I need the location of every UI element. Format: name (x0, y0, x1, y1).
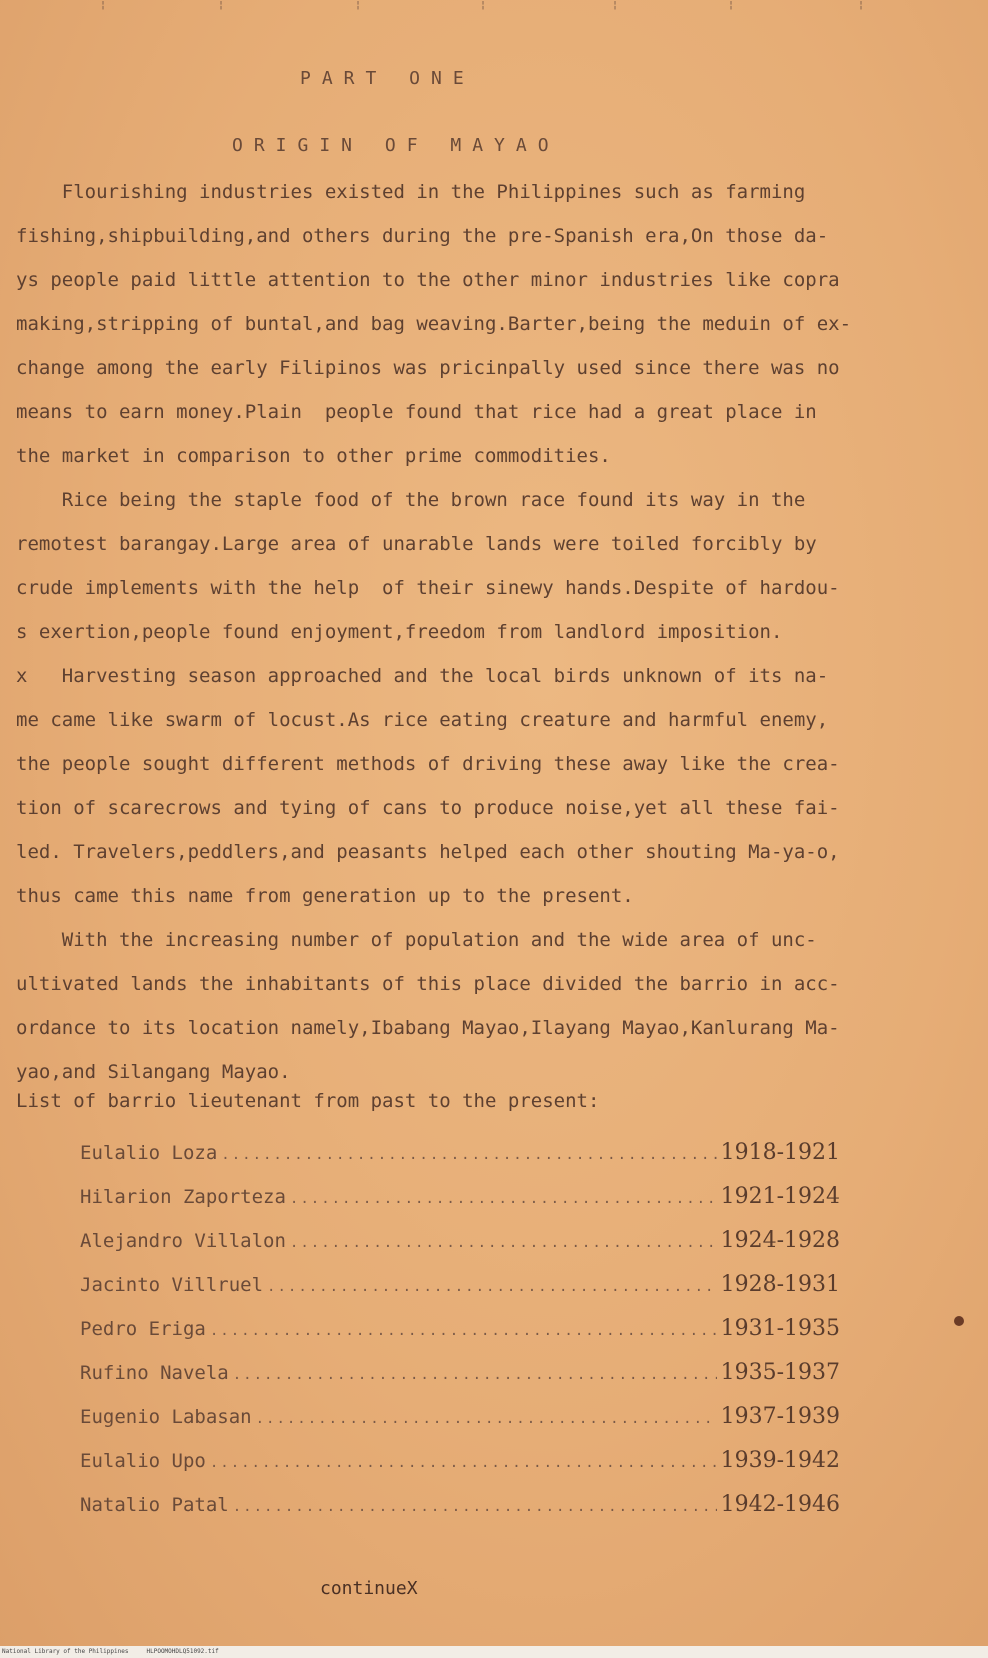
lieutenant-name: Alejandro Villalon (80, 1230, 286, 1252)
body-line: ordance to its location namely,Ibabang Mayao,Ilayang Mayao,Kanlurang Ma- (16, 1017, 840, 1039)
lieutenant-row (80, 1360, 840, 1404)
leader-dots (210, 1323, 717, 1339)
part-title: PART ONE (300, 68, 475, 89)
staple-mark: ¦ (858, 0, 865, 11)
lieutenant-row (80, 1228, 840, 1272)
lieutenant-years: 1935-1937 (720, 1360, 840, 1385)
body-line: thus came this name from generation up to the present. (16, 885, 634, 907)
lieutenant-row (80, 1448, 840, 1492)
body-line: yao,and Silangang Mayao. (16, 1061, 291, 1083)
body-text (16, 170, 966, 1094)
lieutenant-row (80, 1140, 840, 1184)
body-line: Rice being the staple food of the brown race found its way in the (16, 489, 806, 511)
body-line: crude implements with the help of their sinewy hands.Despite of hardou- (16, 577, 840, 599)
body-line: the market in comparison to other prime commodities. (16, 445, 611, 467)
body-line: remotest barangay.Large area of unarable lands were toiled forcibly by (16, 533, 817, 555)
body-line: With the increasing number of population and the wide area of unc- (16, 929, 817, 951)
body-line: making,stripping of buntal,and bag weaving.Barter,being the meduin of ex- (16, 313, 852, 335)
lieutenant-years: 1937-1939 (720, 1404, 840, 1429)
continued-label: continueX (320, 1578, 418, 1599)
leader-dots (290, 1191, 717, 1207)
lieutenant-name: Pedro Eriga (80, 1318, 206, 1340)
lieutenant-row (80, 1492, 840, 1536)
body-line: ultivated lands the inhabitants of this place divided the barrio in acc- (16, 973, 840, 995)
lieutenant-row (80, 1184, 840, 1228)
lieutenant-years: 1931-1935 (720, 1316, 840, 1341)
body-line: the people sought different methods of driving these away like the crea- (16, 753, 840, 775)
lieutenant-name: Natalio Patal (80, 1494, 229, 1516)
lieutenant-row (80, 1272, 840, 1316)
ink-blot (954, 1316, 964, 1326)
lieutenant-list (80, 1140, 840, 1536)
lieutenant-years: 1918-1921 (720, 1140, 840, 1165)
lieutenant-name: Hilarion Zaporteza (80, 1186, 286, 1208)
lieutenant-name: Jacinto Villruel (80, 1274, 264, 1296)
leader-dots (267, 1279, 717, 1295)
body-line: ys people paid little attention to the other minor industries like copra (16, 269, 840, 291)
body-line: s exertion,people found enjoyment,freedom from landlord imposition. (16, 621, 783, 643)
leader-dots (233, 1367, 717, 1383)
leader-dots (233, 1499, 717, 1515)
list-heading: List of barrio lieutenant from past to the present: (16, 1090, 600, 1112)
staple-mark: ¦ (355, 0, 362, 11)
lieutenant-name: Rufino Navela (80, 1362, 229, 1384)
leader-dots (221, 1147, 716, 1163)
lieutenant-row (80, 1404, 840, 1448)
lieutenant-name: Eulalio Loza (80, 1142, 218, 1164)
lieutenant-years: 1928-1931 (720, 1272, 840, 1297)
body-line: x Harvesting season approached and the local birds unknown of its na- (16, 665, 829, 687)
lieutenant-name: Eugenio Labasan (80, 1406, 252, 1428)
leader-dots (256, 1411, 717, 1427)
body-line: means to earn money.Plain people found that rice had a great place in (16, 401, 817, 423)
leader-dots (210, 1455, 717, 1471)
body-line: change among the early Filipinos was pricinpally used since there was no (16, 357, 840, 379)
body-line: Flourishing industries existed in the Philippines such as farming (16, 181, 806, 203)
staple-mark: ¦ (612, 0, 619, 11)
body-line: tion of scarecrows and tying of cans to produce noise,yet all these fai- (16, 797, 840, 819)
leader-dots (290, 1235, 717, 1251)
body-line: led. Travelers,peddlers,and peasants helped each other shouting Ma-ya-o, (16, 841, 840, 863)
staple-mark: ¦ (100, 0, 107, 11)
lieutenant-years: 1942-1946 (720, 1492, 840, 1517)
section-title: ORIGIN OF MAYAO (232, 135, 560, 156)
staple-mark: ¦ (480, 0, 487, 11)
body-line: me came like swarm of locust.As rice eating creature and harmful enemy, (16, 709, 829, 731)
lieutenant-row (80, 1316, 840, 1360)
body-line: fishing,shipbuilding,and others during the pre-Spanish era,On those da- (16, 225, 829, 247)
staple-mark: ¦ (728, 0, 735, 11)
lieutenant-years: 1921-1924 (720, 1184, 840, 1209)
staple-mark: ¦ (218, 0, 225, 11)
lieutenant-years: 1924-1928 (720, 1228, 840, 1253)
lieutenant-name: Eulalio Upo (80, 1450, 206, 1472)
lieutenant-years: 1939-1942 (720, 1448, 840, 1473)
archive-stamp: National Library of the Philippines HLPOOMOHDLQ51092.tif (0, 1646, 988, 1658)
